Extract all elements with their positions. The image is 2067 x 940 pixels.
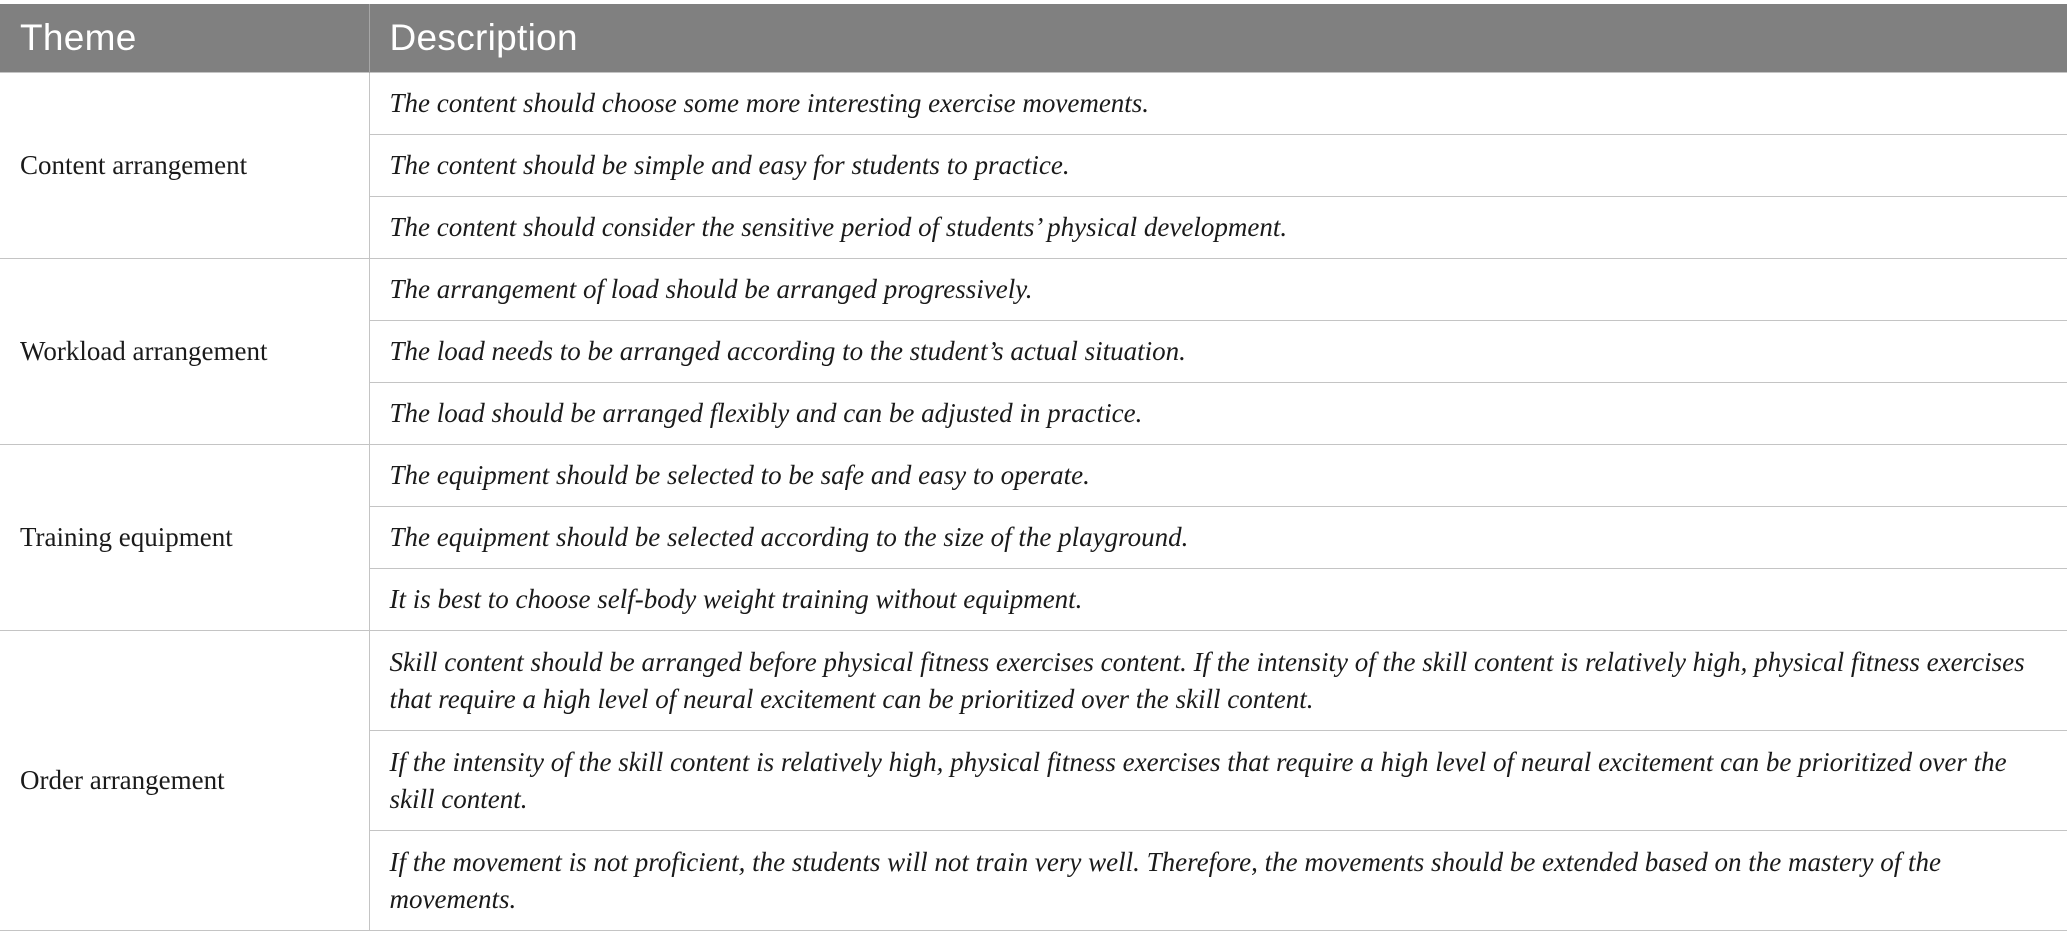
description-cell: The equipment should be selected to be safe and easy to operate. bbox=[369, 445, 2067, 507]
description-cell: Skill content should be arranged before physical fitness exercises content. If the intensity of the skill content is relatively high, physical fitness exercises that require a high level of neural excitement can be prioritized over the skill content. bbox=[369, 631, 2067, 731]
description-cell: The content should be simple and easy for students to practice. bbox=[369, 135, 2067, 197]
table-row bbox=[0, 259, 2067, 321]
header-row bbox=[0, 4, 2067, 73]
description-cell: It is best to choose self-body weight training without equipment. bbox=[369, 569, 2067, 631]
theme-cell: Content arrangement bbox=[0, 73, 369, 259]
header-theme: Theme bbox=[0, 4, 369, 73]
table-header bbox=[0, 4, 2067, 73]
table-row bbox=[0, 73, 2067, 135]
description-cell: The load needs to be arranged according to the student’s actual situation. bbox=[369, 321, 2067, 383]
table bbox=[0, 4, 2067, 931]
description-cell: If the movement is not proficient, the students will not train very well. Therefore, the movements should be extended based on the mastery of the movements. bbox=[369, 831, 2067, 931]
theme-cell: Training equipment bbox=[0, 445, 369, 631]
table-row bbox=[0, 445, 2067, 507]
description-cell: The content should choose some more interesting exercise movements. bbox=[369, 73, 2067, 135]
description-cell: The arrangement of load should be arranged progressively. bbox=[369, 259, 2067, 321]
themes-table bbox=[0, 4, 2067, 931]
description-cell: The load should be arranged flexibly and can be adjusted in practice. bbox=[369, 383, 2067, 445]
description-cell: The equipment should be selected according to the size of the playground. bbox=[369, 507, 2067, 569]
header-description: Description bbox=[369, 4, 2067, 73]
table-row bbox=[0, 631, 2067, 731]
description-cell: If the intensity of the skill content is relatively high, physical fitness exercises that require a high level of neural excitement can be prioritized over the skill content. bbox=[369, 731, 2067, 831]
description-cell: The content should consider the sensitive period of students’ physical development. bbox=[369, 197, 2067, 259]
theme-cell: Order arrangement bbox=[0, 631, 369, 931]
table-body bbox=[0, 73, 2067, 931]
theme-cell: Workload arrangement bbox=[0, 259, 369, 445]
